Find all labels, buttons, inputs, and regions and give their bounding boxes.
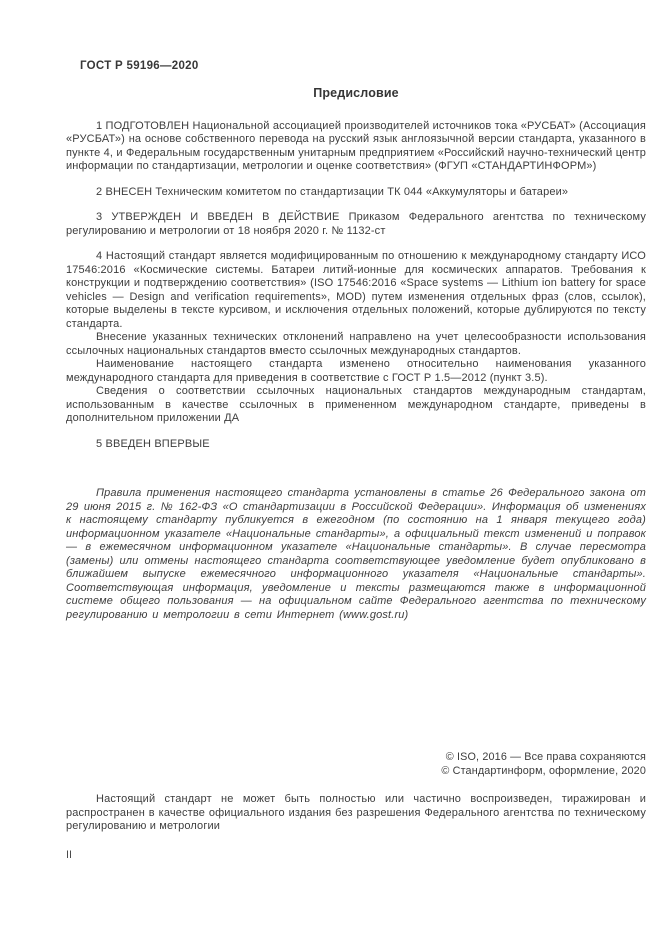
foreword-clause-4: 4 Настоящий стандарт является модифицированным по отношению к международному стандарту ИСО 17546:2016 «Космические системы. Батареи литий-ионные для космических аппаратов. Требования к конструкции и подтверждению соответствия» (ISO 17546:2016 «Space systems — Lithium ion battery for space vehicles — Design and verification requirements», MOD) путем изменения отдельных фраз (слов, ссылок), которые выделены в тексте курсивом, и исключения отдельных положений, которые дублируются по тексту стандарта. <box>66 250 646 330</box>
foreword-clause-4-references: Сведения о соответствии ссылочных национальных стандартов международным стандартам, использованным в качестве ссылочных в примененном международном стандарте, приведены в дополнительном приложении ДА <box>66 385 646 424</box>
copyright-standartinform-line: © Стандартинформ, оформление, 2020 <box>441 764 646 777</box>
foreword-clause-4-naming: Наименование настоящего стандарта изменено относительно наименования указанного международного стандарта для приведения в соответствие с ГОСТ Р 1.5—2012 (пункт 3.5). <box>66 358 646 384</box>
reproduction-restriction-notice: Настоящий стандарт не может быть полностью или частично воспроизведен, тиражирован и распространен в качестве официального издания без разрешения Федерального агентства по техническому регулированию и метрологии <box>66 793 646 832</box>
foreword-clause-4-deviations: Внесение указанных технических отклонений направлено на учет целесообразности использования ссылочных национальных стандартов вместо ссылочных международных стандартов. <box>66 331 646 357</box>
legal-application-notice: Правила применения настоящего стандарта установлены в статье 26 Федерального закона от 29 июня 2015 г. № 162-ФЗ «О стандартизации в Российской Федерации». Информация об изменениях к настоящему стандарту публикуется в ежегодном (по состоянию на 1 января текущего года) информационном указателе «Национальные стандарты», а официальный текст изменений и поправок — в ежемесячном информационном указателе «Национальные стандарты». В случае пересмотра (замены) или отмены настоящего стандарта соответствующее уведомление будет опубликовано в ближайшем выпуске ежемесячного информационного указателя «Национальные стандарты». Соответствующая информация, уведомление и тексты размещаются также в информационной системе общего пользования — на официальном сайте Федерального агентства по техническому регулированию и метрологии в сети Интернет (www.gost.ru) <box>66 487 646 621</box>
foreword-clause-3: 3 УТВЕРЖДЕН И ВВЕДЕН В ДЕЙСТВИЕ Приказом Федерального агентства по техническому регулированию и метрологии от 18 ноября 2020 г. № 1132-ст <box>66 211 646 237</box>
page-number: II <box>66 849 72 861</box>
copyright-iso-line: © ISO, 2016 — Все права сохраняются <box>445 751 646 763</box>
foreword-clause-1: 1 ПОДГОТОВЛЕН Национальной ассоциацией производителей источников тока «РУСБАТ» (Ассоциация «РУСБАТ») на основе собственного перевода на русский язык англоязычной версии стандарта, указанного в пункте 4, и Федеральным государственным унитарным предприятием «Российский научно-технический центр информации по стандартизации, метрологии и оценке соответствия» (ФГУП «СТАНДАРТИНФОРМ») <box>66 119 646 172</box>
foreword-clause-5: 5 ВВЕДЕН ВПЕРВЫЕ <box>96 437 210 450</box>
foreword-section <box>66 87 646 622</box>
page-title: Предисловие <box>313 86 399 100</box>
copyright-block <box>66 751 646 778</box>
standard-designation: ГОСТ Р 59196—2020 <box>80 60 199 72</box>
foreword-clause-2: 2 ВНЕСЕН Техническим комитетом по стандартизации ТК 044 «Аккумуляторы и батареи» <box>96 185 569 198</box>
